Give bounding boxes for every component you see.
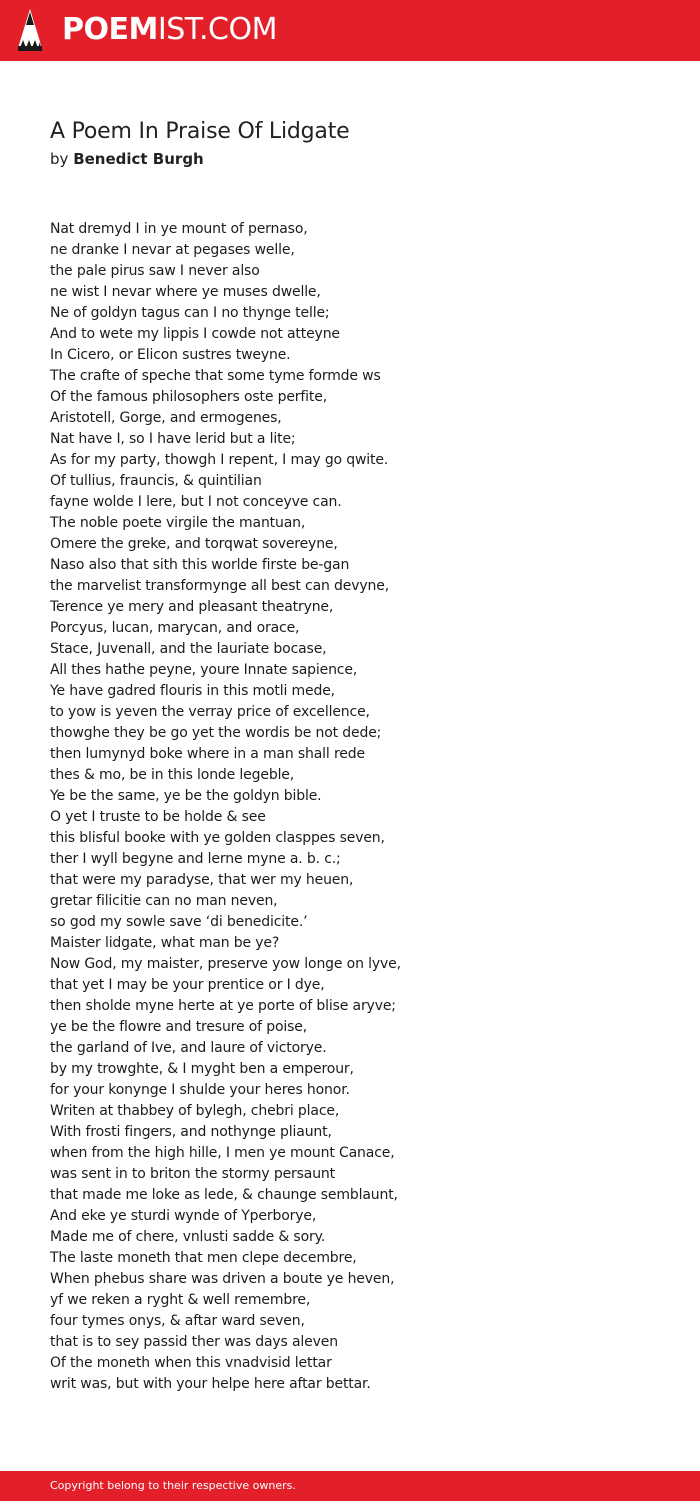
poem-line: Nat dremyd I in ye mount of pernaso, [50,221,308,237]
poem-line: In Cicero, or Elicon sustres tweyne. [50,347,291,363]
poem-line: the garland of Ive, and laure of victorye. [50,1040,327,1056]
poem-line: thowghe they be go yet the wordis be not dede; [50,725,382,741]
poem-line: As for my party, thowgh I repent, I may go qwite. [50,452,389,468]
poem-line: O yet I truste to be holde & see [50,809,266,825]
poem-line: Nat have I, so I have lerid but a lite; [50,431,296,447]
poem-line: The noble poete virgile the mantuan, [50,515,306,531]
poem-line: Maister lidgate, what man be ye? [50,935,280,951]
poem-line: Omere the greke, and torqwat sovereyne, [50,536,338,552]
logo-light-text: IST.COM [157,12,277,47]
poem-line: Ne of goldyn tagus can I no thynge telle; [50,305,330,321]
poem-line: then lumynyd boke where in a man shall rede [50,746,365,762]
poem-line: Ye have gadred flouris in this motli mede, [50,683,335,699]
poem-line: the pale pirus saw I never also [50,263,260,279]
by-label: by [50,150,69,168]
logo-bold-text: POEM [62,12,158,47]
poem-line: Stace, Juvenall, and the lauriate bocase, [50,641,327,657]
poem-line: Aristotell, Gorge, and ermogenes, [50,410,282,426]
poem-line: Of the famous philosophers oste perfite, [50,389,328,405]
poem-line: The laste moneth that men clepe decembre, [50,1250,357,1266]
poem-line: ne dranke I nevar at pegases welle, [50,242,295,258]
site-logo[interactable] [62,12,277,48]
poem-line: fayne wolde I lere, but I not conceyve can. [50,494,342,510]
poem-line: for your konynge I shulde your heres honor. [50,1082,350,1098]
poem-line: ye be the flowre and tresure of poise, [50,1019,308,1035]
poem-line: Porcyus, lucan, marycan, and orace, [50,620,300,636]
poem-line: this blisful booke with ye golden clasppes seven, [50,830,385,846]
poem-line: And to wete my lippis I cowde not atteyne [50,326,340,342]
poem-line: gretar filicitie can no man neven, [50,893,278,909]
poem-line: four tymes onys, & aftar ward seven, [50,1313,305,1329]
byline [50,149,204,169]
poem-line: Now God, my maister, preserve yow longe on lyve, [50,956,401,972]
poem-line: that were my paradyse, that wer my heuen, [50,872,354,888]
poem-line: The crafte of speche that some tyme formde ws [50,368,381,384]
poem-line: to yow is yeven the verray price of excellence, [50,704,370,720]
poem-line: yf we reken a ryght & well remembre, [50,1292,311,1308]
poem-line: Ye be the same, ye be the goldyn bible. [50,788,322,804]
poem-line: Of tullius, frauncis, & quintilian [50,473,262,489]
poem-line: Terence ye mery and pleasant theatryne, [50,599,334,615]
poem-line: when from the high hille, I men ye mount Canace, [50,1145,395,1161]
poem-line: that made me loke as lede, & chaunge semblaunt, [50,1187,398,1203]
site-footer [0,1471,700,1501]
poem-line: that yet I may be your prentice or I dye, [50,977,325,993]
poem-line: ne wist I nevar where ye muses dwelle, [50,284,321,300]
site-header [0,0,700,61]
poem-body [50,219,670,1395]
poem-line: All thes hathe peyne, youre Innate sapience, [50,662,358,678]
poem-line: the marvelist transformynge all best can devyne, [50,578,389,594]
poem-line: thes & mo, be in this londe legeble, [50,767,295,783]
poem-line: Writen at thabbey of bylegh, chebri place, [50,1103,340,1119]
poem-line: ther I wyll begyne and lerne myne a. b. c.; [50,851,341,867]
poem-line: by my trowghte, & I myght ben a emperour, [50,1061,354,1077]
poem-line: writ was, but with your helpe here aftar bettar. [50,1376,371,1392]
poem-line: When phebus share was driven a boute ye heven, [50,1271,395,1287]
poem-line: And eke ye sturdi wynde of Yperborye, [50,1208,317,1224]
poem-line: Naso also that sith this worlde firste be-gan [50,557,350,573]
poem-line: was sent in to briton the stormy persaunt [50,1166,335,1182]
poem-line: so god my sowle save ‘di benedicite.’ [50,914,308,930]
poem-title: A Poem In Praise Of Lidgate [50,119,350,144]
poem-line: Of the moneth when this vnadvisid lettar [50,1355,332,1371]
copyright-text: Copyright belong to their respective owners. [50,1479,296,1492]
poem-line: Made me of chere, vnlusti sadde & sory. [50,1229,326,1245]
pencil-tip-icon[interactable] [17,8,43,52]
poem-line: that is to sey passid ther was days aleven [50,1334,338,1350]
poem-line: With frosti fingers, and nothynge pliaunt, [50,1124,332,1140]
poem-line: then sholde myne herte at ye porte of blise aryve; [50,998,396,1014]
author-name[interactable]: Benedict Burgh [73,150,204,168]
